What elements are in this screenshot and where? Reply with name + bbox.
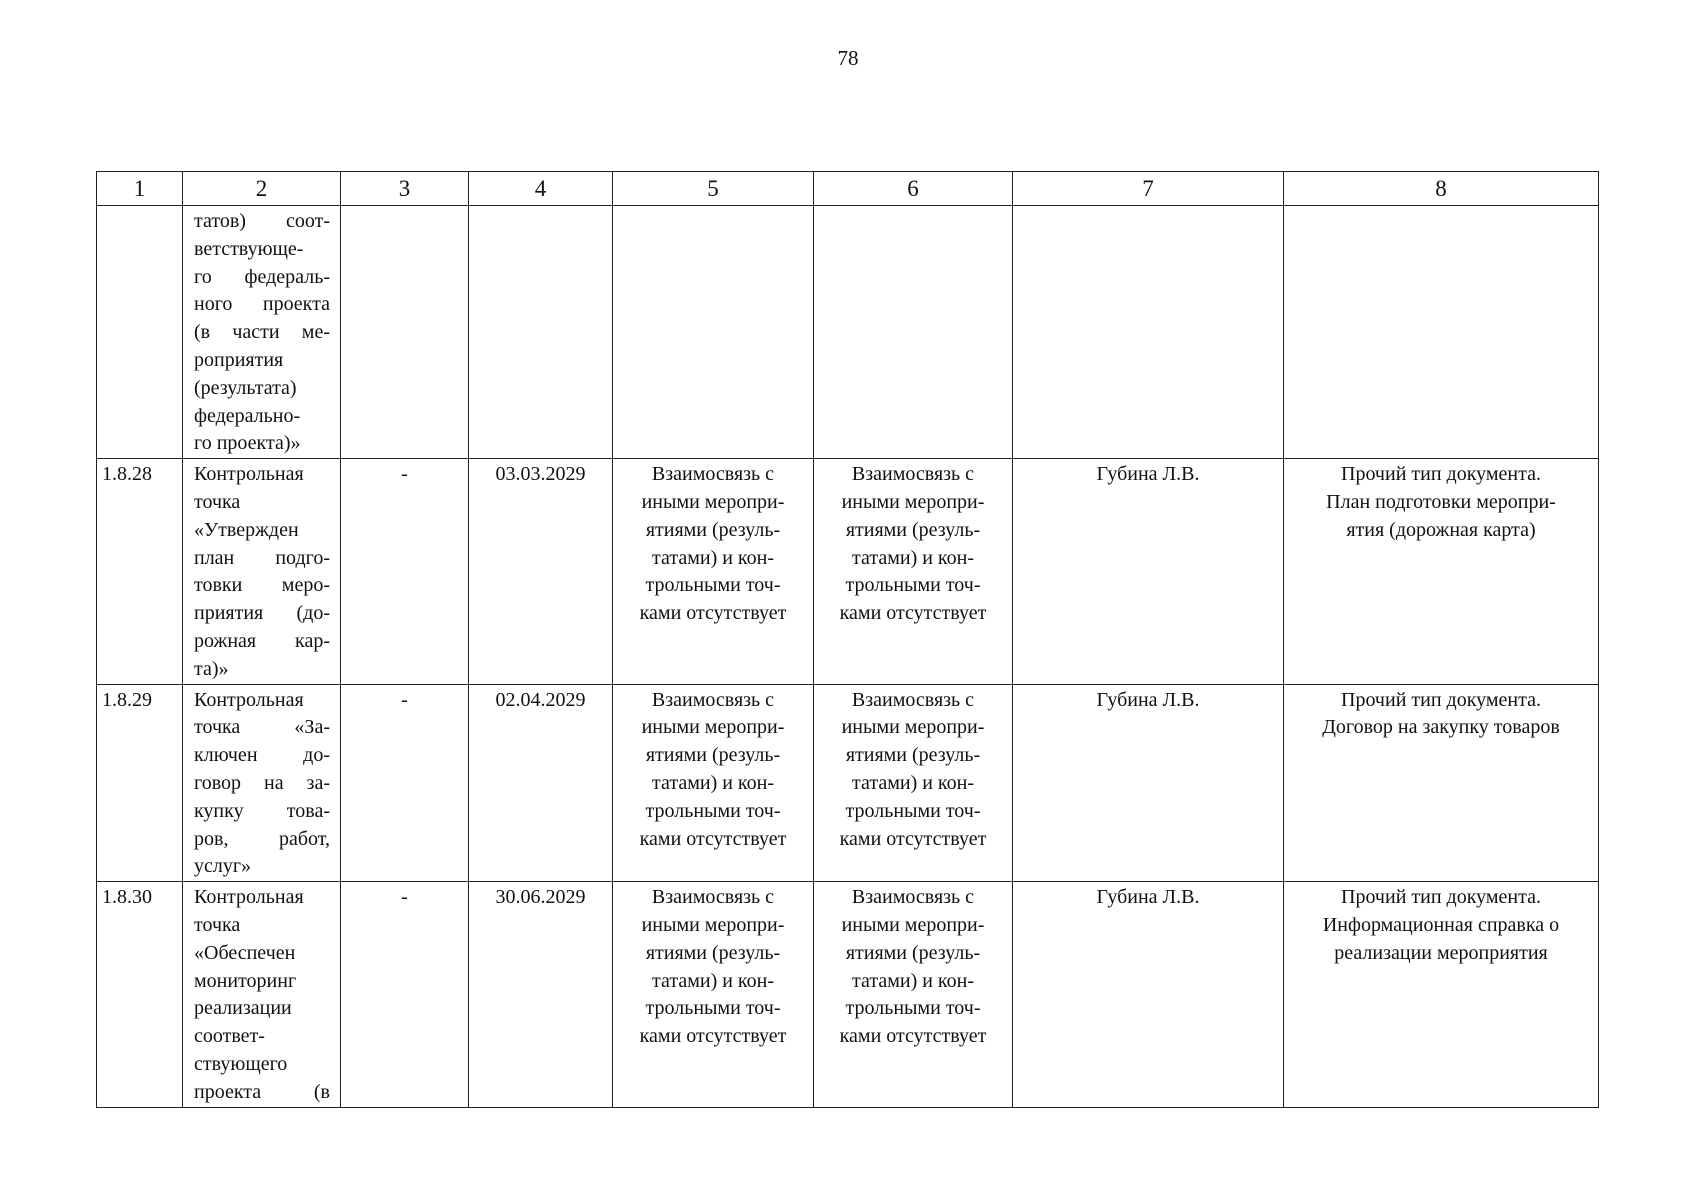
row-name-line: ключен до- — [194, 744, 330, 767]
row-successor-line: ятиями (резуль- — [845, 744, 981, 767]
row-responsible: Губина Л.В. — [1013, 684, 1284, 882]
continuation-cell-6 — [814, 206, 1013, 459]
row-document-line: План подготовки меропри- — [1326, 490, 1556, 513]
row-name-line: Контрольная — [194, 463, 304, 486]
row-successor-line: ками отсутствует — [839, 1025, 987, 1048]
row-successor-line: татами) и кон- — [852, 969, 974, 992]
row-name-line: соответ- — [194, 1025, 265, 1048]
row-successor-line: Взаимосвязь с — [851, 463, 975, 486]
row-name-line: ствующего — [194, 1052, 288, 1075]
row-predecessor-line: ками отсутствует — [639, 827, 787, 850]
row-name-cell — [183, 459, 341, 684]
row-predecessor-line: ками отсутствует — [639, 602, 787, 625]
continuation-name-line: го проекта)» — [194, 432, 301, 455]
header-cell-5: 5 — [613, 172, 814, 206]
row-document-line: Договор на закупку товаров — [1322, 716, 1560, 739]
row-predecessor-line: Взаимосвязь с — [651, 886, 775, 909]
continuation-row — [97, 206, 1599, 459]
row-predecessor-line: ками отсутствует — [639, 1025, 787, 1048]
table-row — [97, 882, 1599, 1107]
row-predecessor-line: татами) и кон- — [652, 969, 774, 992]
continuation-cell-num — [97, 206, 183, 459]
continuation-cell-5 — [613, 206, 814, 459]
row-responsible: Губина Л.В. — [1013, 882, 1284, 1107]
row-col3: - — [341, 882, 469, 1107]
continuation-name-line: (результата) — [194, 376, 297, 399]
row-predecessor-cell — [613, 882, 814, 1107]
continuation-cell-8 — [1284, 206, 1599, 459]
row-name-cell — [183, 882, 341, 1107]
row-date: 03.03.2029 — [469, 459, 613, 684]
table-row — [97, 684, 1599, 882]
row-successor-line: ками отсутствует — [839, 602, 987, 625]
row-successor-line: трольными точ- — [845, 997, 981, 1020]
row-name-line: Контрольная — [194, 886, 304, 909]
row-name-line: купку това- — [194, 799, 330, 822]
row-predecessor-line: ятиями (резуль- — [645, 518, 781, 541]
row-name-line: приятия (до- — [194, 602, 330, 625]
row-document-line: ятия (дорожная карта) — [1346, 518, 1536, 541]
row-name-line: Контрольная — [194, 688, 304, 711]
row-name-line: мониторинг — [194, 969, 297, 992]
row-successor-line: ятиями (резуль- — [845, 941, 981, 964]
row-name-line: «Обеспечен — [194, 941, 296, 964]
table-row — [97, 459, 1599, 684]
continuation-name-line: федерально- — [194, 404, 301, 427]
row-name-line: «Утвержден — [194, 518, 299, 541]
row-predecessor-line: татами) и кон- — [652, 771, 774, 794]
row-successor-cell — [814, 459, 1013, 684]
row-document-line: Информационная справка о — [1322, 913, 1560, 936]
row-document-line: Прочий тип документа. — [1341, 463, 1541, 486]
row-document-line: Прочий тип документа. — [1341, 688, 1541, 711]
header-cell-3: 3 — [341, 172, 469, 206]
header-cell-4: 4 — [469, 172, 613, 206]
row-number: 1.8.28 — [97, 459, 183, 684]
row-date: 02.04.2029 — [469, 684, 613, 882]
continuation-cell-3 — [341, 206, 469, 459]
row-successor-cell — [814, 882, 1013, 1107]
row-successor-line: ятиями (резуль- — [845, 518, 981, 541]
continuation-cell-7 — [1013, 206, 1284, 459]
row-number: 1.8.30 — [97, 882, 183, 1107]
row-number: 1.8.29 — [97, 684, 183, 882]
row-predecessor-line: Взаимосвязь с — [651, 463, 775, 486]
row-successor-line: татами) и кон- — [852, 771, 974, 794]
row-predecessor-line: трольными точ- — [645, 574, 781, 597]
row-document-cell — [1284, 684, 1599, 882]
row-predecessor-line: ятиями (резуль- — [645, 941, 781, 964]
row-predecessor-line: иными меропри- — [641, 716, 785, 739]
row-name-line: говор на за- — [194, 771, 330, 794]
row-predecessor-line: трольными точ- — [645, 997, 781, 1020]
continuation-name-line: ного проекта — [194, 293, 330, 316]
row-successor-line: Взаимосвязь с — [851, 688, 975, 711]
row-name-line: рожная кар- — [194, 629, 330, 652]
header-row — [97, 172, 1599, 206]
continuation-name-line: роприятия — [194, 348, 284, 371]
row-col3: - — [341, 459, 469, 684]
row-predecessor-line: трольными точ- — [645, 799, 781, 822]
row-predecessor-line: ятиями (резуль- — [645, 744, 781, 767]
row-name-line: точка — [194, 490, 241, 513]
continuation-name-cell — [183, 206, 341, 459]
row-successor-line: трольными точ- — [845, 574, 981, 597]
continuation-cell-4 — [469, 206, 613, 459]
row-successor-line: Взаимосвязь с — [851, 886, 975, 909]
row-document-cell — [1284, 459, 1599, 684]
row-name-line: услуг» — [194, 855, 252, 878]
continuation-name-line: го федераль- — [194, 265, 330, 288]
row-responsible: Губина Л.В. — [1013, 459, 1284, 684]
row-name-line: товки меро- — [194, 574, 330, 597]
page-number: 78 — [837, 46, 859, 70]
row-successor-line: ками отсутствует — [839, 827, 987, 850]
row-predecessor-line: иными меропри- — [641, 913, 785, 936]
row-name-line: точка «За- — [194, 716, 330, 739]
row-name-line: проекта (в — [194, 1080, 330, 1103]
continuation-name-line: татов) соот- — [194, 210, 330, 232]
continuation-name-line: (в части ме- — [194, 321, 330, 344]
row-name-line: план подго- — [194, 546, 330, 569]
row-col3: - — [341, 684, 469, 882]
row-document-line: реализации мероприятия — [1334, 941, 1548, 964]
row-successor-line: иными меропри- — [841, 716, 985, 739]
row-name-line: реализации — [194, 997, 292, 1020]
row-successor-cell — [814, 684, 1013, 882]
row-name-line: та)» — [194, 657, 229, 680]
row-date: 30.06.2029 — [469, 882, 613, 1107]
row-predecessor-line: татами) и кон- — [652, 546, 774, 569]
row-predecessor-cell — [613, 684, 814, 882]
row-document-line: Прочий тип документа. — [1341, 886, 1541, 909]
header-cell-8: 8 — [1284, 172, 1599, 206]
row-successor-line: трольными точ- — [845, 799, 981, 822]
row-name-line: точка — [194, 913, 241, 936]
row-predecessor-cell — [613, 459, 814, 684]
row-document-cell — [1284, 882, 1599, 1107]
plan-table — [96, 171, 1599, 1108]
header-cell-6: 6 — [814, 172, 1013, 206]
row-name-line: ров, работ, — [194, 827, 330, 850]
header-cell-2: 2 — [183, 172, 341, 206]
row-successor-line: иными меропри- — [841, 913, 985, 936]
row-name-cell — [183, 684, 341, 882]
row-predecessor-line: иными меропри- — [641, 490, 785, 513]
row-successor-line: иными меропри- — [841, 490, 985, 513]
row-predecessor-line: Взаимосвязь с — [651, 688, 775, 711]
header-cell-1: 1 — [97, 172, 183, 206]
header-cell-7: 7 — [1013, 172, 1284, 206]
continuation-name-line: ветствующе- — [194, 237, 304, 260]
row-successor-line: татами) и кон- — [852, 546, 974, 569]
